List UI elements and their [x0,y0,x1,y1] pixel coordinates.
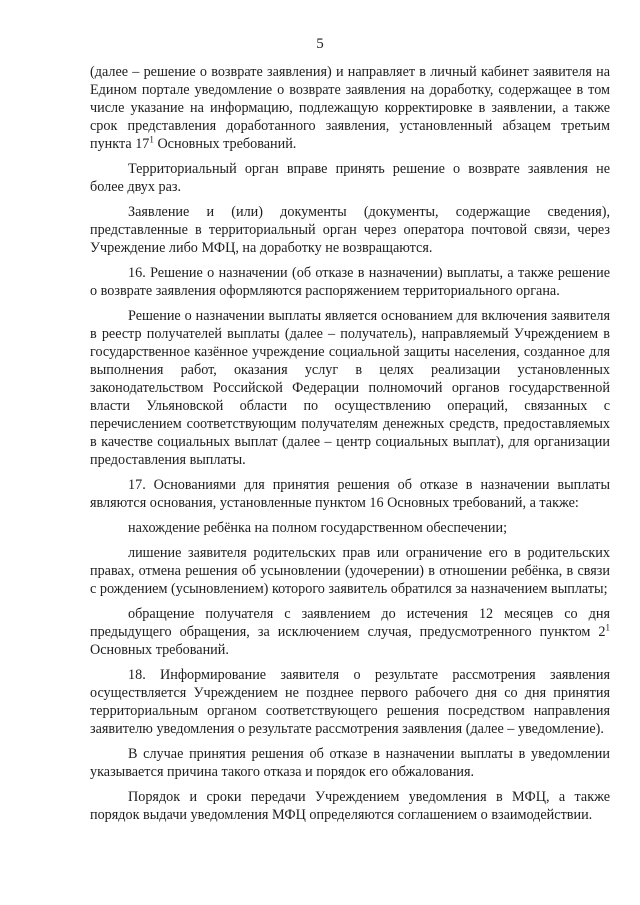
paragraph: нахождение ребёнка на полном государственном обеспечении; [128,520,508,536]
paragraph [90,605,610,659]
paragraph: Территориальный орган вправе принять решение о возврате заявления не более двух раз. [90,161,610,195]
paragraph: лишение заявителя родительских прав или ограничение его в родительских правах, отмена решения об усыновлении (удочерении) в отношении ребёнка, в связи с рождением (усыновлением) которого заявитель обратился за назначением выплаты; [90,545,610,597]
page-number: 5 [316,36,324,52]
paragraph-item-16: 16. Решение о назначении (об отказе в назначении) выплаты, а также решение о возврате заявления оформляются распоряжением территориального органа. [90,265,610,299]
paragraph-text: (далее – решение о возврате заявления) и направляет в личный кабинет заявителя на Едином портале уведомление о возврате заявления на доработку, содержащее в том числе указание на информацию, подлежащую корректировке в заявлении, а также срок представления доработанного заявления, установленный абзацем третьим пункта 17 [90,64,610,152]
document-body [90,63,610,831]
paragraph: Порядок и сроки передачи Учреждением уведомления в МФЦ, а также порядок выдачи уведомления МФЦ определяются соглашением о взаимодействии. [90,789,610,823]
paragraph: Решение о назначении выплаты является основанием для включения заявителя в реестр получателей выплаты (далее – получатель), направляемый Учреждением в государственное казённое учреждение социальной защиты населения, созданное для выполнения работ, оказания услуг в целях реализации установленных законодательством Российской Федерации полномочий органов государственной власти Ульяновской области по осуществлению операций, связанных с перечислением соответствующим получателям денежных средств, предоставляемых в качестве социальных выплат (далее – центр социальных выплат), для организации предоставления выплаты. [90,308,610,468]
paragraph-item-17: 17. Основаниями для принятия решения об отказе в назначении выплаты являются основания, установленные пунктом 16 Основных требований, а также: [90,477,610,511]
paragraph-tail: Основных требований. [90,642,229,658]
paragraph-tail: Основных требований. [153,136,297,152]
superscript: 1 [149,134,154,145]
paragraph-item-18: 18. Информирование заявителя о результате рассмотрения заявления осуществляется Учреждением не позднее первого рабочего дня со дня принятия территориальным органом соответствующего решения посредством направления заявителю уведомления о результате рассмотрения заявления (далее – уведомление). [90,667,610,737]
paragraph: Заявление и (или) документы (документы, содержащие сведения), представленные в территориальный орган через оператора почтовой связи, через Учреждение либо МФЦ, на доработку не возвращаются. [90,204,610,256]
paragraph-continuation [90,63,610,153]
superscript: 1 [605,622,610,633]
paragraph-text: обращение получателя с заявлением до истечения 12 месяцев со дня предыдущего обращения, за исключением случая, предусмотренного пунктом 2 [90,606,610,640]
paragraph: В случае принятия решения об отказе в назначении выплаты в уведомлении указывается причина такого отказа и порядок его обжалования. [90,746,610,780]
